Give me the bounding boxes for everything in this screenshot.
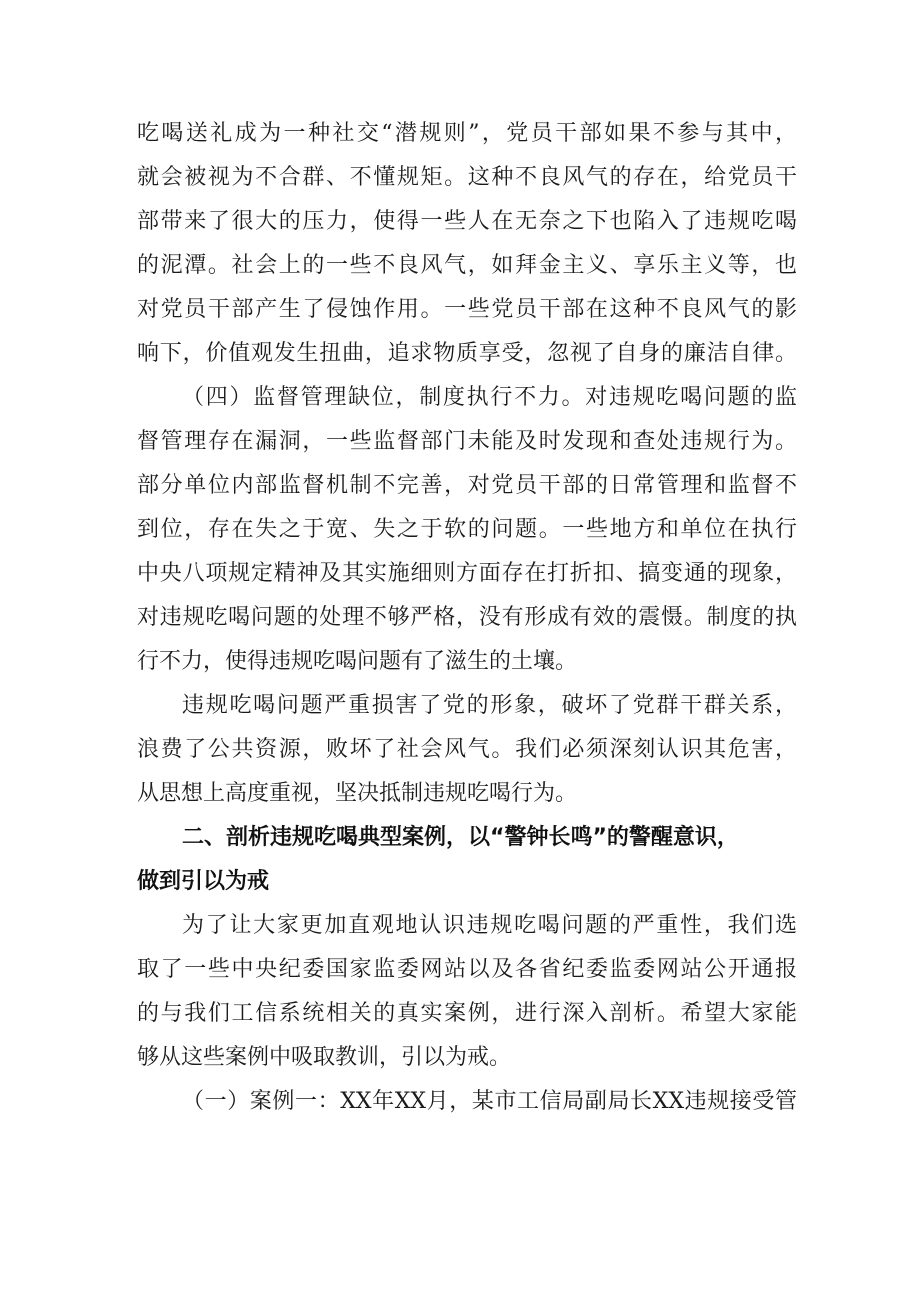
text-line: 行不力，使得违规吃喝问题有了滋生的土壤。	[137, 649, 578, 674]
text-line: 浪费了公共资源，败坏了社会风气。我们必须深刻认识其危害，	[137, 737, 797, 762]
text-line: 督管理存在漏洞，一些监督部门未能及时发现和查处违规行为。	[137, 429, 797, 454]
text-line: （一）案例一：XX年XX月，某市工信局副局长XX违规接受管	[182, 1089, 797, 1114]
text-line: 中央八项规定精神及其实施细则方面存在打折扣、搞变通的现象，	[137, 561, 797, 586]
text-line: 违规吃喝问题严重损害了党的形象，破坏了党群干群关系，	[182, 693, 797, 718]
text-line: 取了一些中央纪委国家监委网站以及各省纪委监委网站公开通报	[137, 957, 797, 982]
section-heading: 做到引以为戒	[137, 869, 270, 894]
text-line: 对违规吃喝问题的处理不够严格，没有形成有效的震慑。制度的执	[137, 605, 797, 630]
text-line: 为了让大家更加直观地认识违规吃喝问题的严重性，我们选	[182, 913, 797, 938]
text-line: 够从这些案例中吸取教训，引以为戒。	[137, 1045, 512, 1070]
text-line: 的泥潭。社会上的一些不良风气，如拜金主义、享乐主义等，也	[137, 253, 797, 278]
text-line: 对党员干部产生了侵蚀作用。一些党员干部在这种不良风气的影	[137, 297, 797, 322]
text-line: （四）监督管理缺位，制度执行不力。对违规吃喝问题的监	[182, 385, 797, 410]
text-line: 部分单位内部监督机制不完善，对党员干部的日常管理和监督不	[137, 473, 797, 498]
text-line: 从思想上高度重视，坚决抵制违规吃喝行为。	[137, 781, 578, 806]
text-line: 吃喝送礼成为一种社交“潜规则”，党员干部如果不参与其中，	[137, 121, 797, 146]
section-heading: 二、剖析违规吃喝典型案例，以“警钟长鸣”的警醒意识，	[182, 825, 739, 850]
text-line: 响下，价值观发生扭曲，追求物质享受，忽视了自身的廉洁自律。	[137, 341, 797, 366]
text-line: 部带来了很大的压力，使得一些人在无奈之下也陷入了违规吃喝	[137, 209, 797, 234]
text-line: 的与我们工信系统相关的真实案例，进行深入剖析。希望大家能	[137, 1001, 797, 1026]
text-line: 就会被视为不合群、不懂规矩。这种不良风气的存在，给党员干	[137, 165, 797, 190]
text-line: 到位，存在失之于宽、失之于软的问题。一些地方和单位在执行	[137, 517, 797, 542]
